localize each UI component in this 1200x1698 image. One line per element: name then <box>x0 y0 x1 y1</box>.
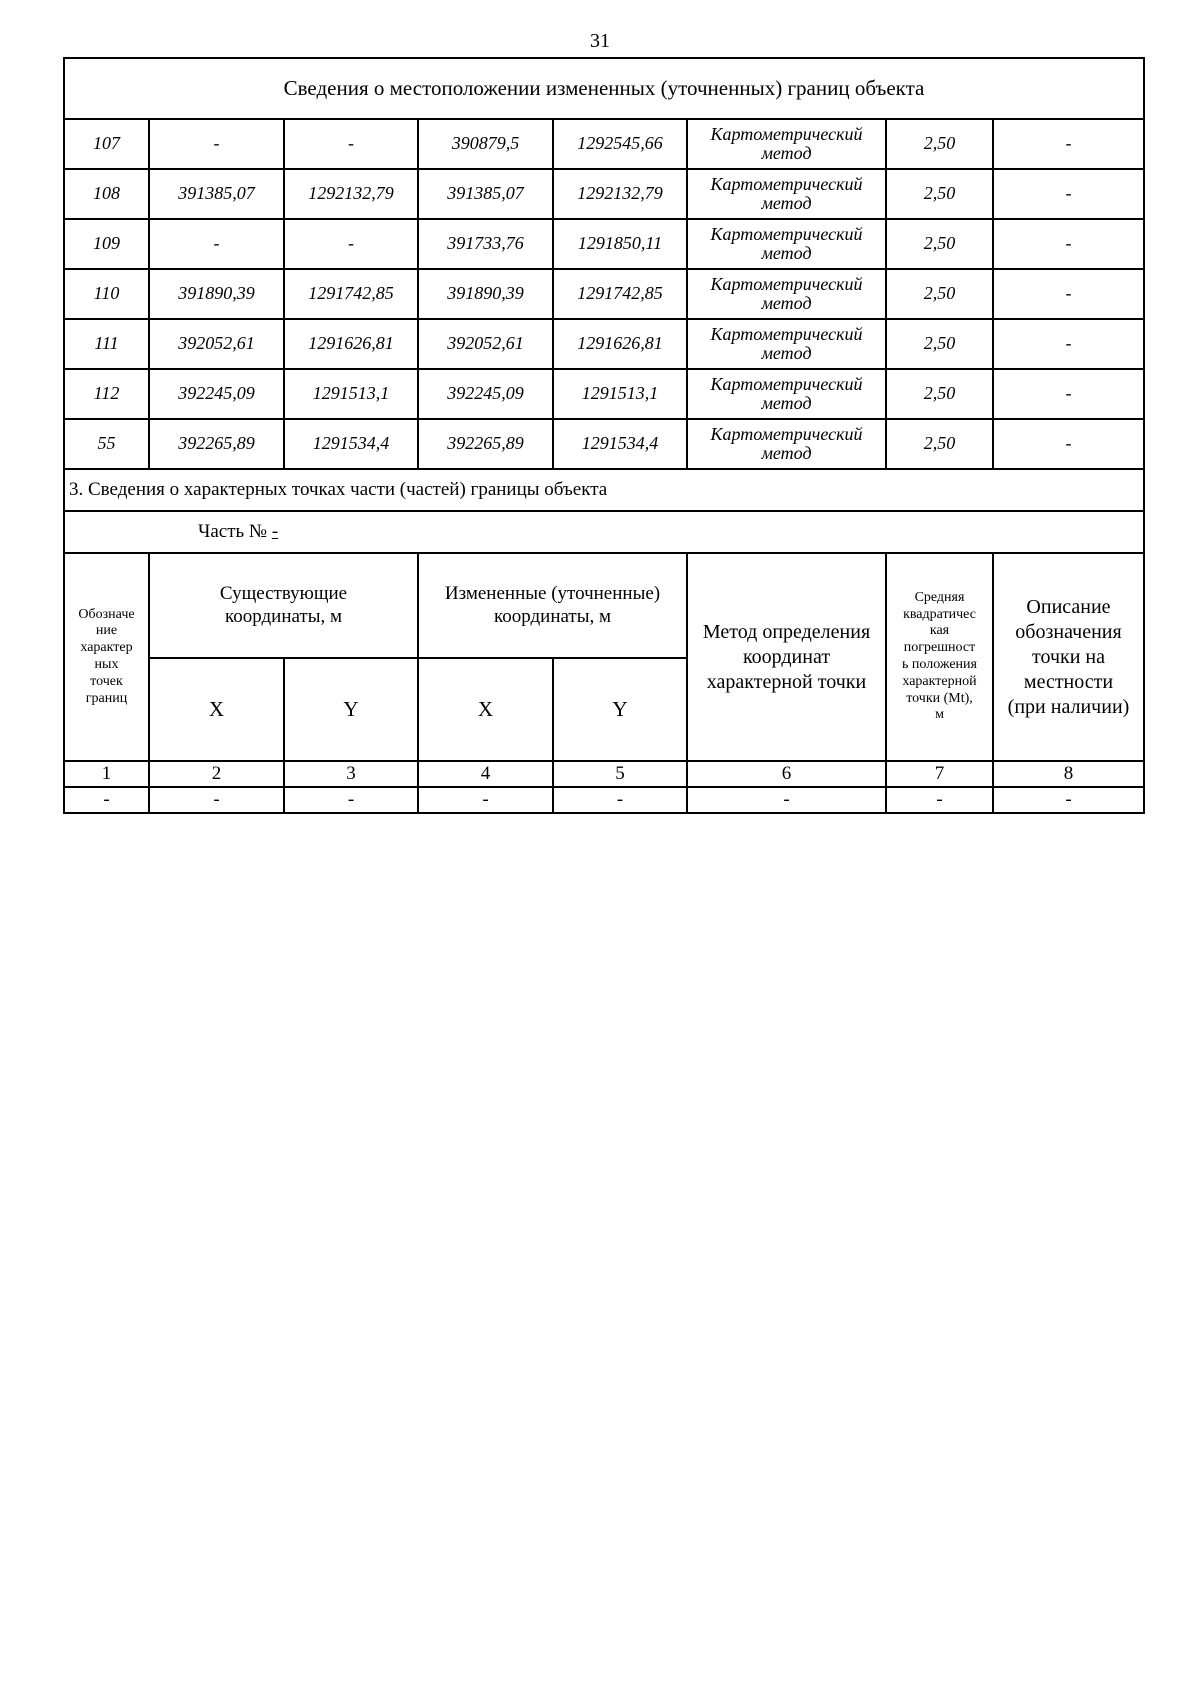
method-cell: Картометрический метод <box>687 219 886 269</box>
method-cell: Картометрический метод <box>687 369 886 419</box>
x-changed-cell: 391385,07 <box>418 169 553 219</box>
column-number: 6 <box>687 761 886 787</box>
error-cell: 2,50 <box>886 269 993 319</box>
table-row <box>64 369 1144 419</box>
header-y-changed: Y <box>553 658 687 761</box>
y-changed-cell: 1292132,79 <box>553 169 687 219</box>
y-changed-cell: 1291742,85 <box>553 269 687 319</box>
header-method: Метод определения координат характерной точки <box>687 553 886 761</box>
y-changed-cell: 1291534,4 <box>553 419 687 469</box>
empty-cell: - <box>553 787 687 813</box>
x-existing-cell: 392265,89 <box>149 419 284 469</box>
empty-cell: - <box>284 787 418 813</box>
table-title: Сведения о местоположении измененных (уточненных) границ объекта <box>64 58 1144 119</box>
section-row <box>64 469 1144 511</box>
y-existing-cell: 1292132,79 <box>284 169 418 219</box>
method-cell: Картометрический метод <box>687 319 886 369</box>
empty-cell: - <box>687 787 886 813</box>
error-cell: 2,50 <box>886 319 993 369</box>
point-cell: 55 <box>64 419 149 469</box>
empty-cell: - <box>993 787 1144 813</box>
table-row <box>64 787 1144 813</box>
table-row <box>64 269 1144 319</box>
column-number: 7 <box>886 761 993 787</box>
x-existing-cell: 391890,39 <box>149 269 284 319</box>
error-cell: 2,50 <box>886 219 993 269</box>
x-existing-cell: 392052,61 <box>149 319 284 369</box>
empty-cell: - <box>64 787 149 813</box>
x-changed-cell: 391733,76 <box>418 219 553 269</box>
x-changed-cell: 390879,5 <box>418 119 553 169</box>
method-cell: Картометрический метод <box>687 419 886 469</box>
column-number: 8 <box>993 761 1144 787</box>
y-existing-cell: 1291742,85 <box>284 269 418 319</box>
description-cell: - <box>993 419 1144 469</box>
column-number-row <box>64 761 1144 787</box>
method-cell: Картометрический метод <box>687 119 886 169</box>
empty-cell: - <box>149 787 284 813</box>
point-cell: 112 <box>64 369 149 419</box>
column-number: 5 <box>553 761 687 787</box>
x-existing-cell: 391385,07 <box>149 169 284 219</box>
method-cell: Картометрический метод <box>687 269 886 319</box>
empty-cell: - <box>418 787 553 813</box>
header-existing-coords: Существующие координаты, м <box>149 553 418 658</box>
column-number: 2 <box>149 761 284 787</box>
table-row <box>64 169 1144 219</box>
x-existing-cell: - <box>149 119 284 169</box>
y-changed-cell: 1291626,81 <box>553 319 687 369</box>
x-changed-cell: 392052,61 <box>418 319 553 369</box>
x-changed-cell: 392245,09 <box>418 369 553 419</box>
part-row <box>64 511 1144 553</box>
part-label: Часть № <box>198 520 268 542</box>
part-number: - <box>271 520 279 542</box>
description-cell: - <box>993 119 1144 169</box>
y-existing-cell: - <box>284 119 418 169</box>
header-x-changed: X <box>418 658 553 761</box>
point-cell: 110 <box>64 269 149 319</box>
y-changed-cell: 1291850,11 <box>553 219 687 269</box>
header-description: Описание обозначения точки на местности (при наличии) <box>993 553 1144 761</box>
y-existing-cell: - <box>284 219 418 269</box>
method-cell: Картометрический метод <box>687 169 886 219</box>
header-mean-error: Средняя квадратичес кая погрешност ь положения характерной точки (Mt), м <box>886 553 993 761</box>
description-cell: - <box>993 269 1144 319</box>
y-changed-cell: 1292545,66 <box>553 119 687 169</box>
y-existing-cell: 1291534,4 <box>284 419 418 469</box>
point-cell: 107 <box>64 119 149 169</box>
x-changed-cell: 392265,89 <box>418 419 553 469</box>
header-point-designation: Обозначе ние характер ных точек границ <box>64 553 149 761</box>
description-cell: - <box>993 319 1144 369</box>
part-label-cell <box>64 511 1144 553</box>
point-cell: 111 <box>64 319 149 369</box>
table-row <box>64 419 1144 469</box>
description-cell: - <box>993 169 1144 219</box>
point-cell: 108 <box>64 169 149 219</box>
y-existing-cell: 1291513,1 <box>284 369 418 419</box>
x-existing-cell: 392245,09 <box>149 369 284 419</box>
error-cell: 2,50 <box>886 419 993 469</box>
table-body <box>64 58 1144 813</box>
error-cell: 2,50 <box>886 369 993 419</box>
boundary-coordinates-table <box>63 57 1145 814</box>
header-row <box>64 553 1144 658</box>
table-row <box>64 219 1144 269</box>
y-changed-cell: 1291513,1 <box>553 369 687 419</box>
description-cell: - <box>993 369 1144 419</box>
header-changed-coords: Измененные (уточненные) координаты, м <box>418 553 687 658</box>
table-row <box>64 319 1144 369</box>
page-number: 31 <box>590 30 610 52</box>
x-existing-cell: - <box>149 219 284 269</box>
column-number: 3 <box>284 761 418 787</box>
error-cell: 2,50 <box>886 169 993 219</box>
empty-cell: - <box>886 787 993 813</box>
header-x-existing: X <box>149 658 284 761</box>
column-number: 1 <box>64 761 149 787</box>
table-row <box>64 119 1144 169</box>
error-cell: 2,50 <box>886 119 993 169</box>
y-existing-cell: 1291626,81 <box>284 319 418 369</box>
point-cell: 109 <box>64 219 149 269</box>
column-number: 4 <box>418 761 553 787</box>
x-changed-cell: 391890,39 <box>418 269 553 319</box>
description-cell: - <box>993 219 1144 269</box>
section-heading: 3. Сведения о характерных точках части (частей) границы объекта <box>64 469 1144 511</box>
header-y-existing: Y <box>284 658 418 761</box>
